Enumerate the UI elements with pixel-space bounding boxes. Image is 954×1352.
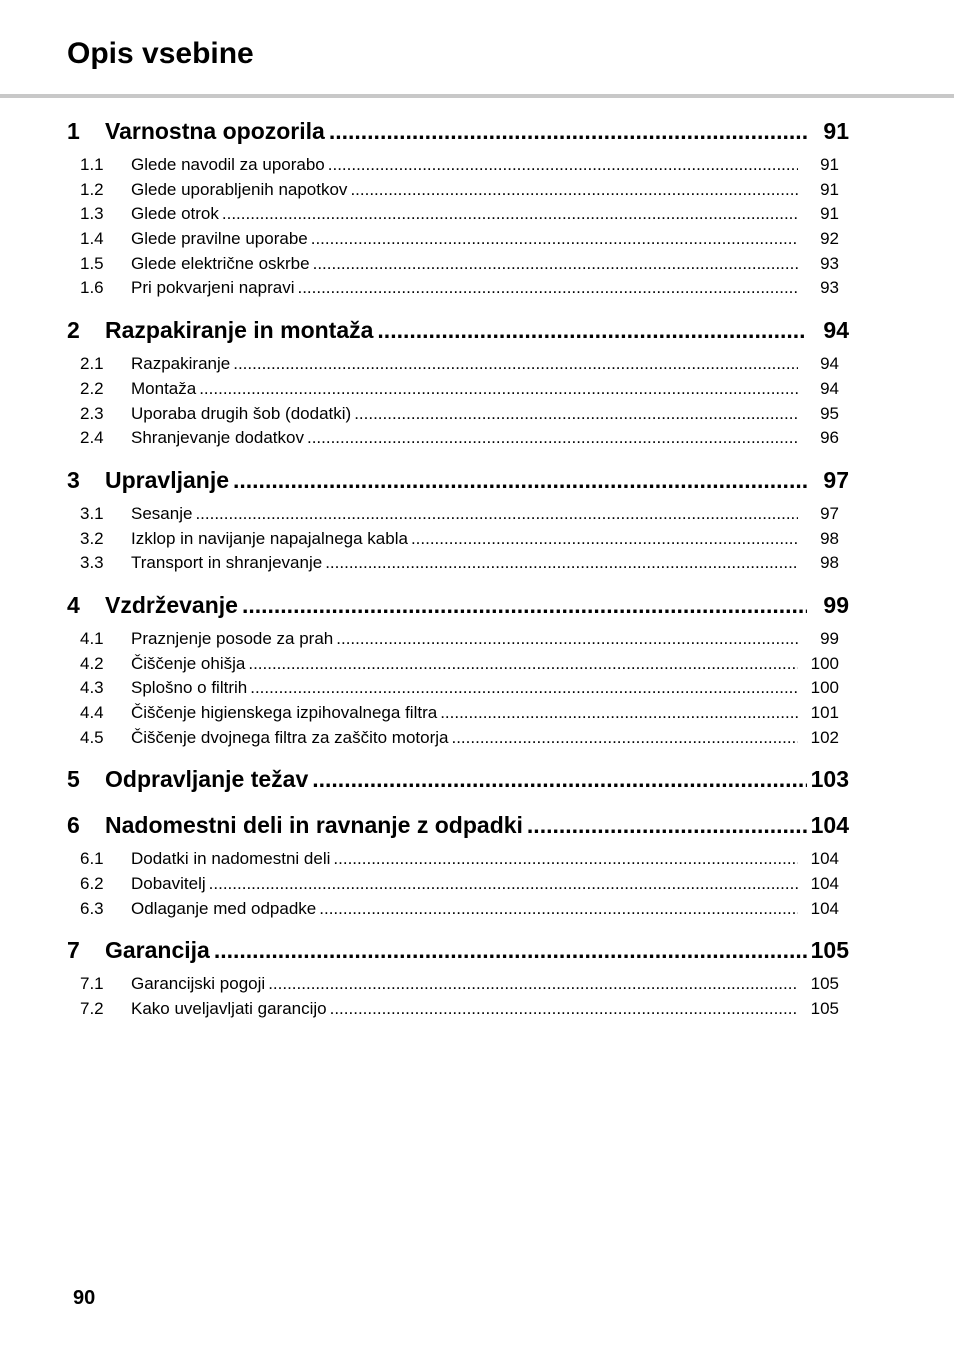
section-number: 2.2 [80,378,104,398]
chapter-page: 105 [810,937,849,964]
section-number: 4.1 [80,628,104,648]
section-page: 105 [810,999,839,1019]
dot-leader [250,678,798,698]
toc-chapter-2[interactable] [67,317,849,353]
toc-section-7.2[interactable] [67,999,849,1024]
section-page: 91 [820,155,839,174]
section-number: 7.1 [80,974,104,994]
section-title: Sesanje [131,503,193,523]
toc-section-list [67,629,849,752]
dot-leader [325,553,798,573]
toc-section-2.2[interactable] [67,379,849,404]
section-page: 94 [820,354,839,374]
dot-leader [336,629,798,649]
section-page: 96 [820,428,839,448]
section-title: Shranjevanje dodatkov [131,428,304,448]
chapter-page: 94 [823,317,849,344]
section-page: 104 [810,849,839,869]
toc-section-4.5[interactable] [67,728,849,753]
toc-section-6.1[interactable] [67,849,849,874]
section-title: Praznjenje posode za prah [131,628,334,648]
section-page: 104 [810,898,839,918]
dot-leader [440,703,798,723]
section-number: 6.3 [80,898,104,918]
section-title: Transport in shranjevanje [131,553,323,573]
toc-section-list [67,974,849,1023]
dot-leader [312,766,806,793]
section-title: Glede električne oskrbe [131,253,310,273]
dot-leader [297,278,798,298]
dot-leader [313,254,798,274]
chapter-title: Razpakiranje in montaža [105,317,374,344]
dot-leader [350,180,798,200]
section-number: 3.1 [80,503,104,523]
section-title: Garancijski pogoji [131,974,266,994]
toc-chapter-1[interactable] [67,118,849,154]
chapter-page: 99 [823,591,849,618]
section-title: Čiščenje ohišja [131,653,246,673]
chapter-number: 2 [67,317,80,344]
section-title: Glede uporabljenih napotkov [131,179,348,199]
section-number: 6.2 [80,874,104,894]
section-page: 98 [820,528,839,548]
dot-leader [329,118,807,145]
section-number: 4.2 [80,653,104,673]
chapter-number: 7 [67,937,80,964]
toc-section-2.3[interactable] [67,404,849,429]
toc-section-1.5[interactable] [67,254,849,279]
dot-leader [319,899,798,919]
dot-leader [209,874,798,894]
toc-section-1.2[interactable] [67,180,849,205]
toc-section-7.1[interactable] [67,974,849,999]
chapter-number: 5 [67,766,80,793]
section-page: 92 [820,229,839,249]
section-number: 6.1 [80,849,104,869]
section-number: 1.3 [80,204,104,224]
section-page: 99 [820,628,839,648]
dot-leader [233,467,807,494]
toc-section-4.1[interactable] [67,629,849,654]
section-page: 104 [810,874,839,894]
section-title: Glede otrok [131,204,219,224]
dot-leader [354,404,798,424]
chapter-number: 3 [67,466,80,493]
dot-leader [307,428,798,448]
chapter-title: Nadomestni deli in ravnanje z odpadki [105,812,523,839]
dot-leader [377,317,807,344]
section-number: 4.3 [80,678,104,698]
section-title: Izklop in navijanje napajalnega kabla [131,528,408,548]
toc-section-4.3[interactable] [67,678,849,703]
chapter-title: Vzdrževanje [105,591,238,618]
section-title: Razpakiranje [131,354,231,374]
section-number: 2.1 [80,354,104,374]
dot-leader [242,592,807,619]
section-number: 1.4 [80,229,104,249]
toc-section-1.4[interactable] [67,229,849,254]
section-title: Uporaba drugih šob (dodatki) [131,403,352,423]
section-page: 102 [810,727,839,747]
section-number: 1.5 [80,253,104,273]
section-page: 98 [820,553,839,573]
dot-leader [248,654,798,674]
section-page: 91 [820,179,839,199]
page-number: 90 [73,1287,96,1309]
page-title: Opis vsebine [67,37,254,70]
dot-leader [214,937,807,964]
section-page: 105 [810,974,839,994]
dot-leader [199,379,798,399]
toc-section-4.4[interactable] [67,703,849,728]
section-number: 1.2 [80,179,104,199]
dot-leader [330,999,798,1019]
chapter-number: 6 [67,812,80,839]
dot-leader [195,504,798,524]
section-title: Odlaganje med odpadke [131,898,317,918]
table-of-contents [67,118,849,1038]
dot-leader [233,354,798,374]
chapter-title: Upravljanje [105,466,229,493]
section-number: 4.4 [80,703,104,722]
section-number: 1.1 [80,155,104,174]
toc-section-1.1[interactable] [67,155,849,180]
toc-chapter-5[interactable] [67,766,849,802]
toc-chapter-3[interactable] [67,467,849,503]
toc-section-1.3[interactable] [67,204,849,229]
dot-leader [451,728,798,748]
dot-leader [328,155,798,175]
section-number: 1.6 [80,278,104,298]
section-number: 2.4 [80,428,104,448]
toc-section-list [67,155,849,303]
section-number: 3.3 [80,553,104,573]
toc-section-list [67,354,849,453]
section-title: Dodatki in nadomestni deli [131,849,331,869]
section-title: Glede pravilne uporabe [131,229,308,249]
section-title: Dobavitelj [131,874,206,894]
section-page: 100 [810,678,839,698]
toc-section-1.6[interactable] [67,278,849,303]
section-page: 94 [820,378,839,398]
dot-leader [333,849,798,869]
chapter-number: 4 [67,591,80,618]
chapter-page: 103 [810,766,849,793]
section-page: 97 [820,503,839,523]
header-divider [0,94,954,98]
dot-leader [311,229,798,249]
toc-section-3.1[interactable] [67,504,849,529]
dot-leader [411,529,798,549]
chapter-title: Garancija [105,937,210,964]
chapter-page: 97 [823,466,849,493]
section-page: 93 [820,278,839,298]
toc-section-list [67,504,849,578]
section-number: 2.3 [80,403,104,423]
section-page: 100 [810,653,839,673]
section-title: Kako uveljavljati garancijo [131,999,327,1019]
section-title: Čiščenje dvojnega filtra za zaščito motorja [131,727,449,747]
section-page: 95 [820,403,839,423]
section-page: 93 [820,253,839,273]
page-header [0,0,954,95]
toc-chapter-6[interactable] [67,812,849,848]
toc-section-2.1[interactable] [67,354,849,379]
toc-section-6.3[interactable] [67,899,849,924]
chapter-title: Odpravljanje težav [105,766,309,793]
section-number: 7.2 [80,999,104,1019]
toc-chapter-7[interactable] [67,937,849,973]
toc-section-4.2[interactable] [67,654,849,679]
section-page: 101 [810,703,839,722]
toc-section-2.4[interactable] [67,428,849,453]
dot-leader [222,204,798,224]
chapter-page: 104 [810,812,849,839]
chapter-title: Varnostna opozorila [105,118,325,144]
section-page: 91 [820,204,839,224]
toc-section-3.2[interactable] [67,529,849,554]
toc-section-6.2[interactable] [67,874,849,899]
section-title: Pri pokvarjeni napravi [131,278,295,298]
dot-leader [527,812,807,839]
toc-section-list [67,849,849,923]
section-title: Glede navodil za uporabo [131,155,325,174]
section-number: 3.2 [80,528,104,548]
section-title: Čiščenje higienskega izpihovalnega filtra [131,703,438,722]
chapter-page: 91 [823,118,849,144]
dot-leader [268,974,798,994]
chapter-number: 1 [67,118,80,144]
section-title: Splošno o filtrih [131,678,248,698]
toc-chapter-4[interactable] [67,592,849,628]
toc-section-3.3[interactable] [67,553,849,578]
section-number: 4.5 [80,727,104,747]
section-title: Montaža [131,378,197,398]
